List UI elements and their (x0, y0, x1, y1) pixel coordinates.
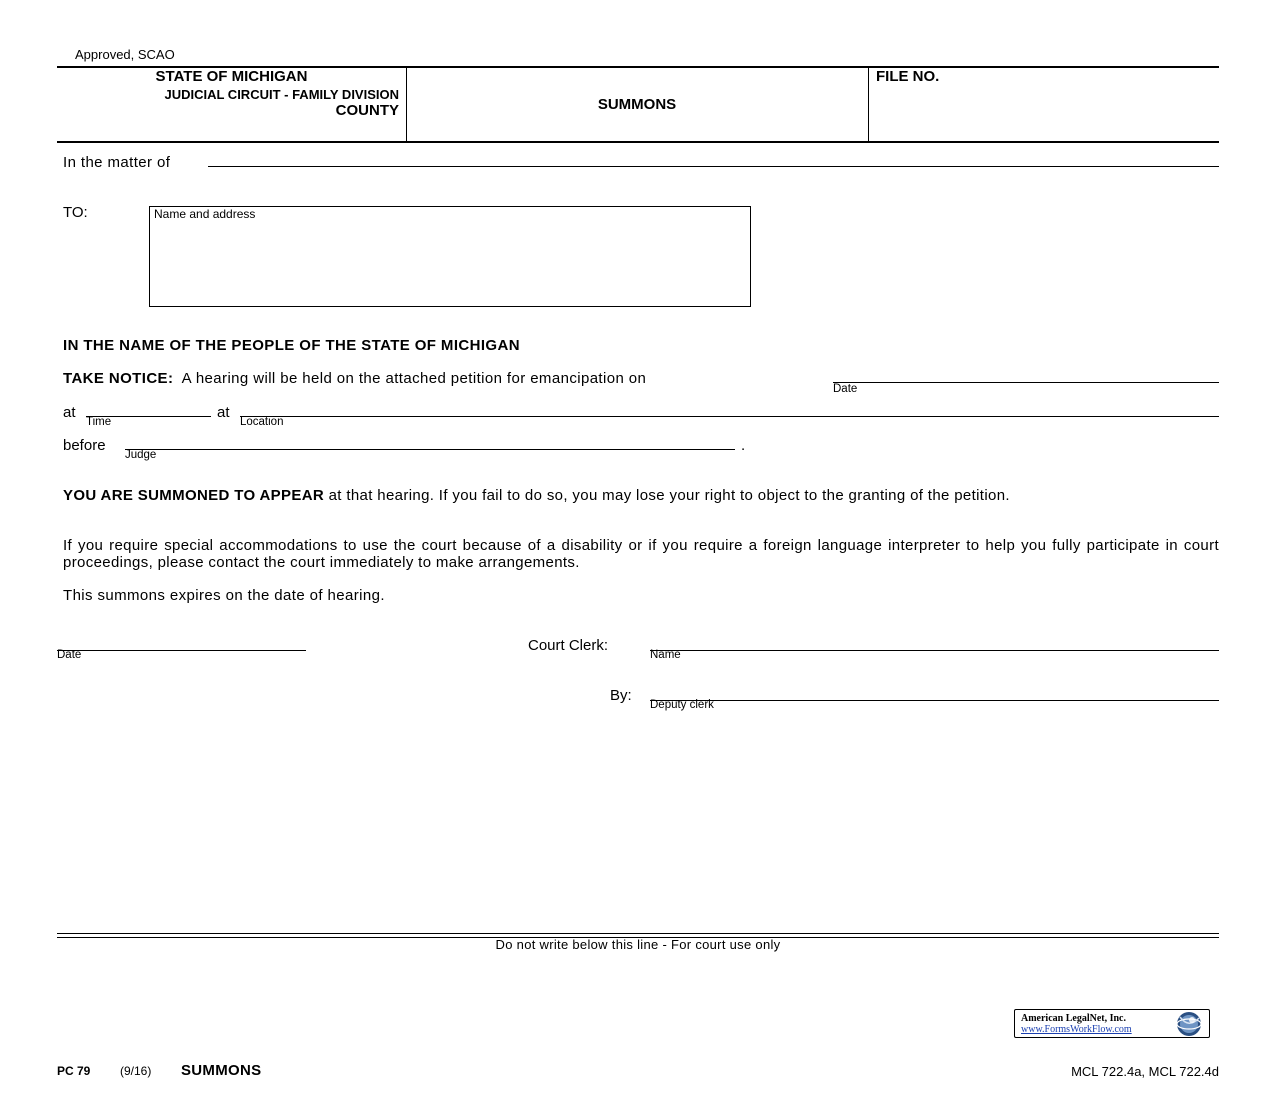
expires-text: This summons expires on the date of hearing. (63, 587, 385, 604)
at-label-2: at (217, 404, 230, 421)
take-notice-text: A hearing will be held on the attached petition for emancipation on (181, 370, 647, 387)
name-address-box[interactable] (149, 206, 751, 307)
matter-label: In the matter of (63, 154, 171, 171)
deputy-clerk-field[interactable] (650, 700, 1219, 701)
summoned-text: at that hearing. If you fail to do so, you may lose your right to object to the granting of the petition. (328, 487, 1010, 504)
judge-sublabel: Judge (125, 449, 157, 461)
file-no-label: FILE NO. (876, 68, 940, 85)
issue-date-sublabel: Date (57, 649, 82, 661)
form-title: SUMMONS (597, 96, 677, 113)
county-label: COUNTY (335, 102, 399, 119)
form-revision: (9/16) (120, 1064, 152, 1078)
matter-field[interactable] (208, 166, 1219, 167)
accommodations-paragraph: If you require special accommodations to use the court because of a disability or if you require a foreign language interpreter to help you fully participate in court proceedings, please contact the court immediately to make arrangements. (63, 537, 1219, 571)
clerk-name-sublabel: Name (650, 649, 681, 661)
form-number: PC 79 (57, 1064, 91, 1078)
at-label-1: at (63, 404, 76, 421)
time-sublabel: Time (86, 416, 112, 428)
court-clerk-label: Court Clerk: (528, 637, 609, 654)
location-sublabel: Location (240, 416, 284, 428)
deputy-clerk-sublabel: Deputy clerk (650, 699, 714, 711)
approved-scao: Approved, SCAO (75, 47, 175, 62)
court-use-note: Do not write below this line - For court use only (495, 937, 781, 952)
location-field[interactable] (240, 416, 1219, 417)
people-heading: IN THE NAME OF THE PEOPLE OF THE STATE OF MICHIGAN (63, 337, 520, 354)
logo-line-1: American LegalNet, Inc. (1021, 1013, 1126, 1024)
court-use-rule-1 (57, 933, 1219, 934)
before-label: before (63, 437, 106, 454)
logo-line-2: www.FormsWorkFlow.com (1021, 1024, 1132, 1035)
judge-period: . (741, 437, 746, 454)
header-divider-2 (868, 67, 869, 142)
header-bottom-rule (57, 141, 1219, 143)
clerk-name-field[interactable] (650, 650, 1219, 651)
american-legalnet-logo (1014, 1009, 1210, 1038)
date-sublabel: Date (833, 383, 858, 395)
circuit-label: JUDICIAL CIRCUIT - FAMILY DIVISION (164, 87, 399, 102)
by-label: By: (610, 687, 632, 704)
footer-form-title: SUMMONS (181, 1062, 262, 1079)
summoned-bold: YOU ARE SUMMONED TO APPEAR (63, 487, 325, 504)
file-no-field[interactable] (876, 88, 1212, 136)
judge-field[interactable] (125, 449, 735, 450)
issue-date-field[interactable] (57, 650, 306, 651)
to-label: TO: (63, 204, 88, 221)
take-notice-bold: TAKE NOTICE: (63, 370, 174, 387)
hearing-date-field[interactable] (833, 382, 1219, 383)
state-name: STATE OF MICHIGAN (155, 68, 308, 85)
name-address-label: Name and address (154, 207, 256, 221)
mcl-citation: MCL 722.4a, MCL 722.4d (1071, 1064, 1219, 1079)
globe-icon (1171, 1009, 1207, 1039)
take-notice-line (63, 370, 646, 387)
summoned-paragraph (63, 487, 1219, 504)
